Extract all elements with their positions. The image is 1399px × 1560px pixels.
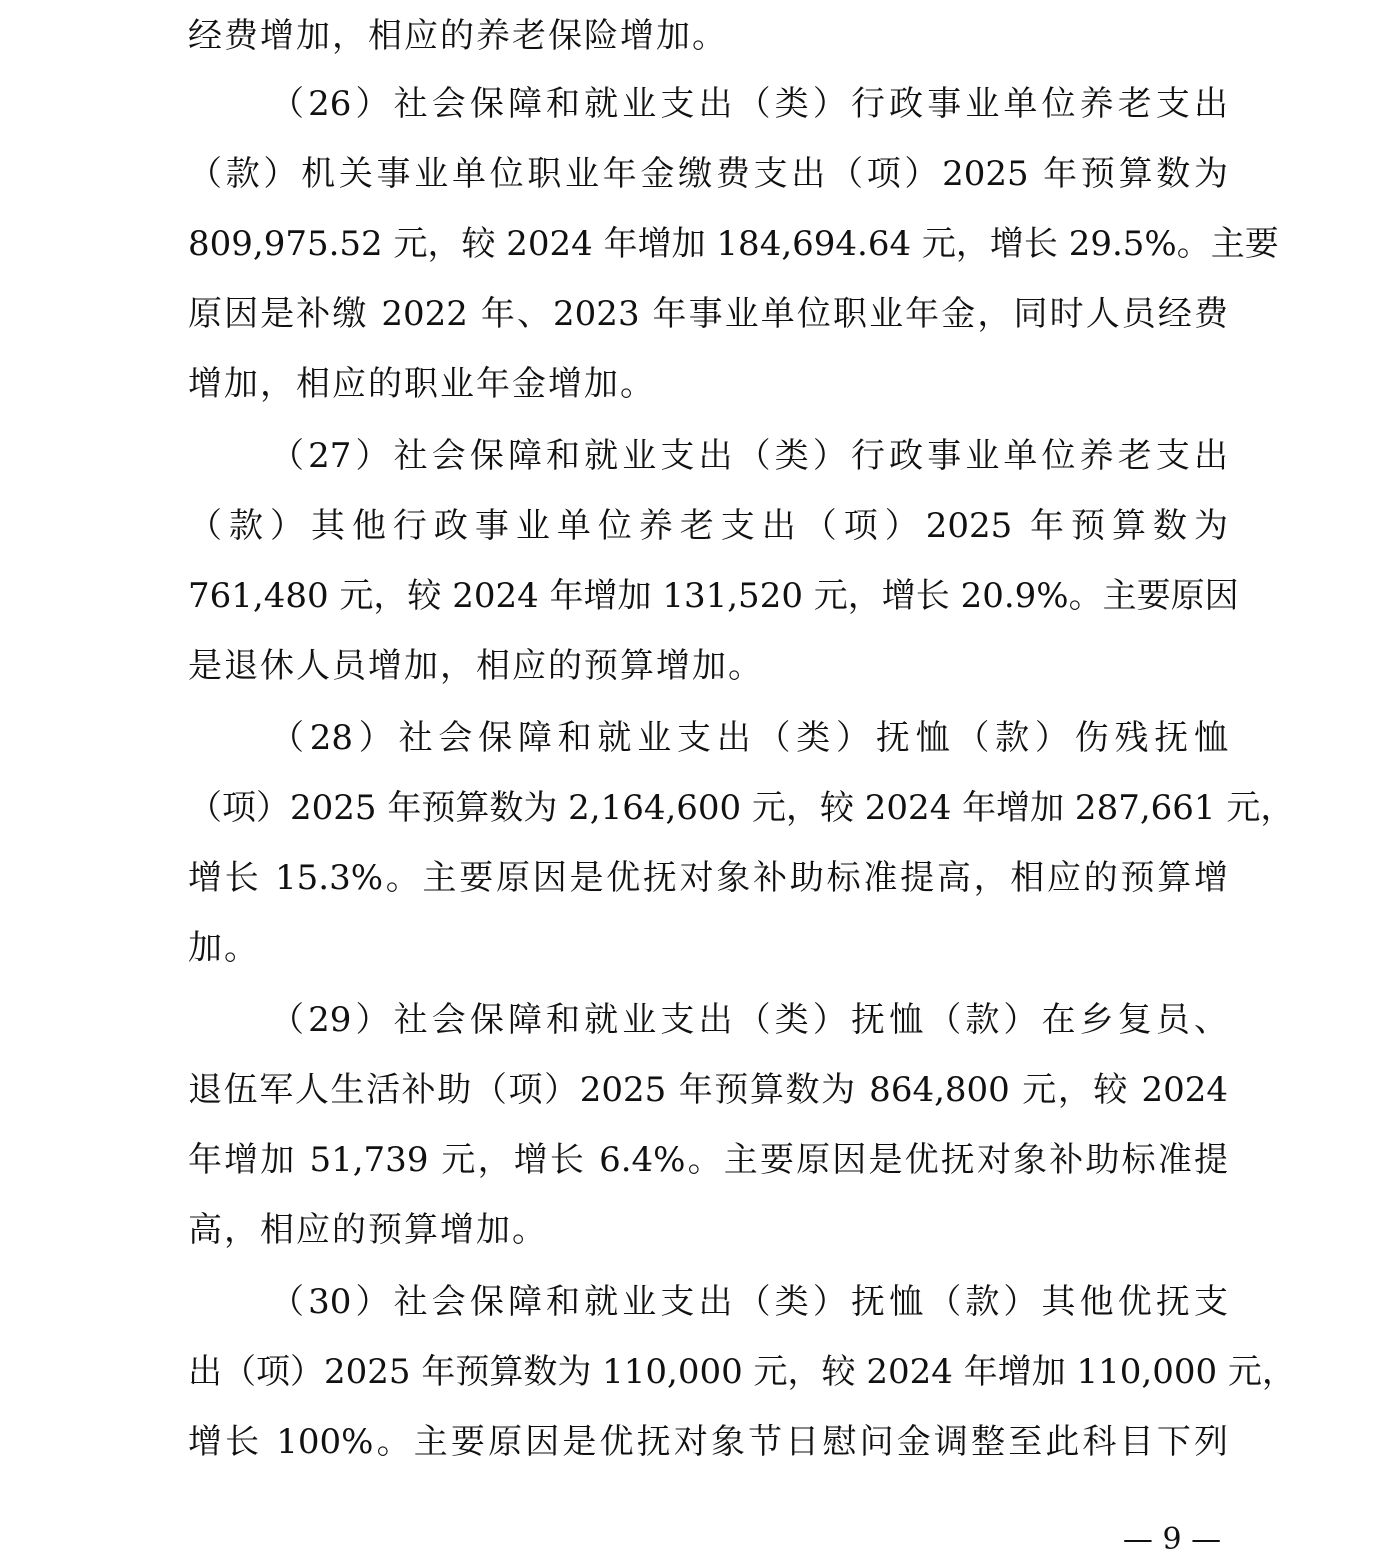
- text-line: 高，相应的预算增加。: [188, 1210, 548, 1250]
- text-line: 增长 100%。主要原因是优抚对象节日慰问金调整至此科目下列: [188, 1422, 1228, 1462]
- paragraph-29-heading: （29）社会保障和就业支出（类）抚恤（款）在乡复员、: [270, 1000, 1228, 1040]
- text-line: 经费增加，相应的养老保险增加。: [188, 16, 728, 56]
- text-line: 增长 15.3%。主要原因是优抚对象补助标准提高，相应的预算增: [188, 858, 1228, 898]
- page-number: — 9 —: [1122, 1522, 1222, 1557]
- text-line: 761,480 元，较 2024 年增加 131,520 元，增长 20.9%。主要原因: [188, 576, 1239, 616]
- text-line: 809,975.52 元，较 2024 年增加 184,694.64 元，增长 29.5%。主要: [188, 224, 1279, 264]
- text-line: 是退休人员增加，相应的预算增加。: [188, 646, 764, 686]
- paragraph-30-heading: （30）社会保障和就业支出（类）抚恤（款）其他优抚支: [270, 1282, 1228, 1322]
- text-line: 出（项）2025 年预算数为 110,000 元，较 2024 年增加 110,000 元，: [188, 1352, 1296, 1392]
- paragraph-27-heading: （27）社会保障和就业支出（类）行政事业单位养老支出: [270, 436, 1228, 476]
- text-line: 加。: [188, 928, 260, 968]
- text-line: 年增加 51,739 元，增长 6.4%。主要原因是优抚对象补助标准提: [188, 1140, 1228, 1180]
- text-line: （款）机关事业单位职业年金缴费支出（项）2025 年预算数为: [188, 154, 1228, 194]
- text-line: 增加，相应的职业年金增加。: [188, 364, 656, 404]
- paragraph-26-heading: （26）社会保障和就业支出（类）行政事业单位养老支出: [270, 84, 1228, 124]
- text-line: （款）其他行政事业单位养老支出（项）2025 年预算数为: [188, 506, 1228, 546]
- paragraph-28-heading: （28）社会保障和就业支出（类）抚恤（款）伤残抚恤: [270, 718, 1228, 758]
- text-line: 退伍军人生活补助（项）2025 年预算数为 864,800 元，较 2024: [188, 1070, 1228, 1110]
- text-line: 原因是补缴 2022 年、2023 年事业单位职业年金，同时人员经费: [188, 294, 1228, 334]
- text-line: （项）2025 年预算数为 2,164,600 元，较 2024 年增加 287,661 元，: [188, 788, 1295, 828]
